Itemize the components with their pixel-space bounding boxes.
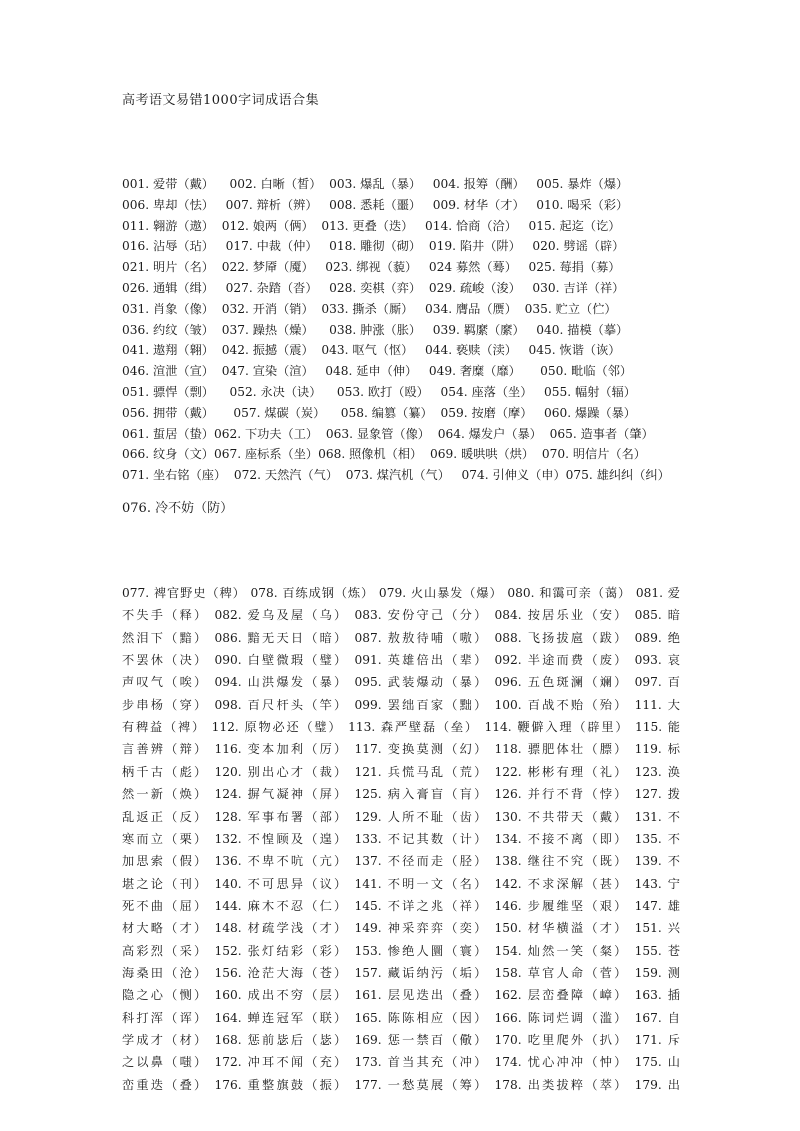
idiom-list-line: 隐之心（恻） 160. 成出不穷（层） 161. 层见迭出（叠） 162. 层峦叠障（嶂） 163. 插: [122, 988, 680, 1003]
idiom-list-line: 有稗益（裨） 112. 原物必还（璧） 113. 森严壁磊（垒） 114. 鞭僻入理（辟里） 115. 能: [122, 720, 680, 735]
idiom-list-line: 言善辨（辩） 116. 变本加利（厉） 117. 变换莫测（幻） 118. 骠肥体壮（膘） 119. 标: [122, 742, 680, 757]
word-list-line: 001. 爱带（戴） 002. 白晰（皙） 003. 爆乱（暴） 004. 报筹（酬） 005. 暴炸（爆）: [122, 177, 629, 191]
idiom-list-line: 科打浑（诨） 164. 蝉连冠军（联） 165. 陈陈相应（因） 166. 陈词烂调（滥） 167. 自: [122, 1010, 680, 1025]
word-list-line: 011. 翱游（遨） 012. 娘两（俩） 013. 更叠（迭） 014. 恰商（洽） 015. 起迄（讫）: [122, 218, 621, 233]
idiom-list-line: 死不曲（屈） 144. 麻木不忍（仁） 145. 不详之兆（祥） 146. 步履维坚（艰） 147. 雄: [122, 898, 680, 913]
idiom-list-line: 不罢休（决） 090. 白壁微瑕（璧） 091. 英雄倍出（辈） 092. 半途而费（废） 093. 哀: [122, 653, 680, 668]
idiom-list-line: 然泪下（黯） 086. 黯无天日（暗） 087. 敖敖待哺（嗷） 088. 飞扬拔扈（跋） 089. 绝: [122, 630, 680, 645]
word-list-line: 061. 蜇居（蛰）062. 下功夫（工） 063. 显象管（像） 064. 爆发户（暴） 065. 造事者（肇）: [122, 426, 654, 441]
word-list-line: 021. 明片（名） 022. 梦厣（魇） 023. 绑视（藐） 024 募然（蓦） 025. 莓捐（募）: [122, 260, 621, 275]
idiom-list-line: 学成才（材） 168. 惩前毖后（毖） 169. 惩一禁百（儆） 170. 吃里爬外（扒） 171. 斥: [122, 1033, 680, 1047]
idiom-list-line: 堪之论（刊） 140. 不可思异（议） 141. 不明一文（名） 142. 不求深解（甚） 143. 宁: [122, 876, 680, 891]
idiom-list-line: 步串杨（穿） 098. 百尺杆头（竿） 099. 罢绌百家（黜） 100. 百战不贻（殆） 111. 大: [122, 697, 680, 712]
idiom-list-line: 乱返正（反） 128. 军事布署（部） 129. 人所不耻（齿） 130. 不共带天（戴） 131. 不: [122, 809, 680, 824]
word-list-line: 036. 约纹（皱） 037. 躁热（燥） 038. 肿涨（胀） 039. 羁縻（縻） 040. 描模（摹）: [122, 322, 629, 337]
word-list-line: 056. 拥带（戴） 057. 煤碳（炭） 058. 编篡（纂） 059. 按磨（摩） 060. 爆躁（暴）: [122, 405, 636, 420]
idiom-list-line: 寒而立（栗） 132. 不惶顾及（遑） 133. 不记其数（计） 134. 不接不离（即） 135. 不: [122, 831, 680, 846]
idiom-list-line: 然一新（焕） 124. 摒气凝神（屏） 125. 病入膏盲（肓） 126. 并行不背（悖） 127. 拨: [122, 787, 680, 802]
word-list-line: 051. 骠悍（剽） 052. 永决（诀） 053. 欧打（殴） 054. 座落（坐） 055. 幅射（辐）: [122, 385, 636, 399]
word-list-line: 041. 遨翔（翱） 042. 振撼（震） 043. 呕气（怄） 044. 亵赎（渎） 045. 恢谐（诙）: [122, 343, 621, 358]
word-list-line: 026. 通辑（缉） 027. 杂踏（沓） 028. 奕棋（弈） 029. 疏峻（浚） 030. 吉详（祥）: [122, 281, 625, 295]
idiom-list-line: 之以鼻（嗤） 172. 冲耳不闻（充） 173. 首当其充（冲） 174. 忧心冲冲（忡） 175. 山: [122, 1055, 680, 1070]
idiom-list-line: 声叹气（唉） 094. 山洪爆发（暴） 095. 武装爆动（暴） 096. 五色斑澜（斓） 097. 百: [122, 675, 680, 690]
document-title: 高考语文易错1000字词成语合集: [122, 93, 320, 108]
idiom-list-line: 高彩烈（采） 152. 张灯结彩（彩） 153. 惨绝人圜（寰） 154. 灿然一笑（粲） 155. 苍: [122, 943, 680, 958]
word-list-line: 066. 纹身（文）067. 座标系（坐）068. 照像机（相） 069. 暖哄哄（烘） 070. 明信片（名）: [122, 447, 646, 462]
word-list-line: 016. 沾辱（玷） 017. 中裁（仲） 018. 雕彻（砌） 019. 陷井（阱） 020. 劈谣（辟）: [122, 239, 625, 254]
word-list-line: 006. 卑却（怯） 007. 辩析（辨） 008. 悉耗（噩） 009. 材华（才） 010. 喝采（彩）: [122, 197, 629, 212]
idiom-list-line: 077. 裨官野史（稗） 078. 百练成钢（炼） 079. 火山暴发（爆） 080. 和霭可亲（蔼） 081. 爱: [122, 586, 680, 600]
word-list-line: 031. 肖象（像） 032. 开消（销） 033. 撕杀（厮） 034. 膺品（赝） 035. 贮立（伫）: [122, 301, 617, 316]
idiom-list-line: 材大略（才） 148. 材疏学浅（才） 149. 神采弈弈（奕） 150. 材华横溢（才） 151. 兴: [122, 921, 680, 936]
idiom-list-line: 海桑田（沧） 156. 沧茫大海（苍） 157. 藏诟纳污（垢） 158. 草官人命（菅） 159. 测: [122, 965, 680, 980]
idiom-list-line: 不失手（释） 082. 爱乌及屋（乌） 083. 安份守己（分） 084. 按居乐业（安） 085. 暗: [122, 608, 680, 623]
idiom-list-line: 柄千古（彪） 120. 别出心才（裁） 121. 兵慌马乱（荒） 122. 彬彬有理（礼） 123. 涣: [122, 764, 680, 779]
word-list-line: 071. 坐右铭（座） 072. 天然汽（气） 073. 煤汽机（气） 074. 引伸义（申）075. 雄纠纠（纠）: [122, 468, 670, 483]
idiom-list-line: 加思索（假） 136. 不卑不吭（亢） 137. 不径而走（胫） 138. 继往不究（既） 139. 不: [122, 854, 680, 869]
section-1-last-line: 076. 冷不妨（防）: [122, 501, 234, 516]
idiom-list-line: 峦重迭（叠） 176. 重整旗鼓（振） 177. 一愁莫展（筹） 178. 出类拔粹（萃） 179. 出: [122, 1077, 680, 1092]
word-list-line: 046. 渲泄（宣） 047. 宣染（渲） 048. 延申（伸） 049. 奢糜（靡） 050. 毗临（邻）: [122, 364, 633, 379]
